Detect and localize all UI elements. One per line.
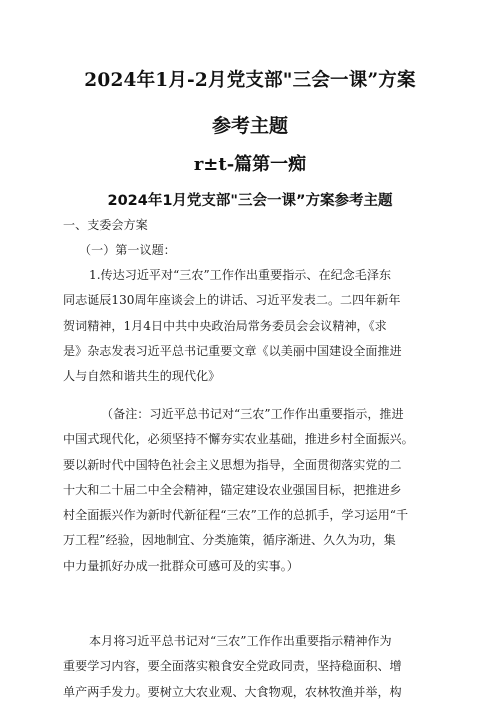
document-subtitle: r±t-篇第一痴: [193, 154, 307, 175]
paragraph-line: 单产两手发力。要树立大农业观、大食物观，农林牧渔并举，构: [63, 684, 402, 699]
paragraph-line: 贺词精神，1月4日中共中央政治局常务委员会会议精神，《求: [63, 318, 387, 333]
paragraph-line: 1.传达习近平对“三农”工作作出重要指示、在纪念毛泽东: [89, 268, 392, 282]
paragraph-line: 人与自然和谐共生的现代化》: [63, 369, 221, 384]
section-heading: 一、支委会方案: [63, 218, 148, 232]
paragraph-line: 中力量抓好办成一批群众可感可及的实事。）: [63, 558, 299, 573]
paragraph-line: 万工程”经验，因地制宜、分类施策，循序渐进、久久为功，集: [63, 533, 396, 548]
paragraph-1: [63, 263, 443, 389]
section-title: 2024年1月党支部"三会一课”方案参考主题: [107, 193, 393, 209]
paragraph-line: 同志诞辰130周年座谈会上的讲话、习近平发表二。二四年新年: [63, 293, 401, 308]
paragraph-line: 要以新时代中国特色社会主义思想为指导，全面贯彻落实党的二: [63, 457, 402, 472]
paragraph-line: 村全面振兴作为新时代新征程“三农”工作的总抓手，学习运用“千: [63, 508, 409, 523]
paragraph-2-note: [63, 402, 443, 579]
paragraph-line: （备注：习近平总书记对“三农”工作作出重要指示，推进: [101, 407, 404, 421]
paragraph-3: [63, 629, 443, 705]
paragraph-line: 重要学习内容，要全面落实粮食安全党政同责，坚持稳面积、增: [63, 659, 402, 674]
document-title-continued: 参考主题: [211, 115, 288, 137]
paragraph-line: 本月将习近平总书记对“三农”工作作出重要指示精神作为: [89, 634, 392, 648]
paragraph-line: 中国式现代化，必须坚持不懈夯实农业基础，推进乡村全面振兴。: [63, 432, 414, 447]
subsection-heading: （一）第一议题：: [79, 243, 176, 257]
paragraph-line: 是》杂志发表习近平总书记重要文章《以美丽中国建设全面推进: [63, 343, 402, 358]
document-title: 2024年1月-2月党支部"三会一课”方案: [84, 70, 416, 91]
paragraph-line: 十大和二十届二中全会精神，锚定建设农业强国目标，把推进乡: [63, 482, 402, 497]
